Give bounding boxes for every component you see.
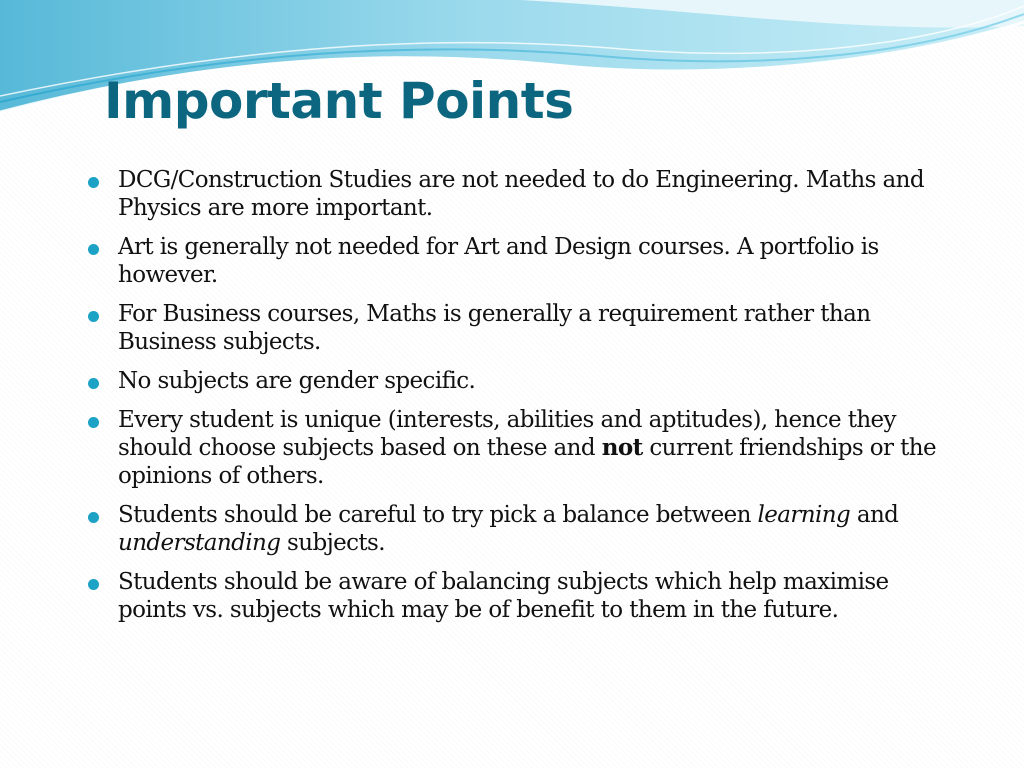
list-item — [86, 166, 946, 222]
bullet-text-part: current friendships or the opinions of others. — [118, 435, 937, 489]
list-item — [86, 300, 946, 356]
bullet-text: Art is generally not needed for Art and Design courses. A portfolio is however. — [118, 234, 879, 288]
bullet-emphasis-bold: not — [601, 434, 643, 461]
bullet-text-part: subjects. — [280, 530, 385, 556]
list-item — [86, 501, 946, 557]
bullet-icon — [88, 378, 99, 389]
list-item — [86, 406, 946, 490]
bullet-emphasis-italic: understanding — [118, 530, 281, 556]
bullet-icon — [88, 417, 99, 428]
bullet-text: For Business courses, Maths is generally a requirement rather than Business subjects. — [118, 301, 871, 355]
bullet-text: No subjects are gender specific. — [118, 368, 476, 394]
list-item — [86, 568, 946, 624]
slide-title: Important Points — [104, 72, 574, 130]
bullet-icon — [88, 579, 99, 590]
bullet-text-part: and — [850, 502, 899, 528]
bullet-icon — [88, 177, 99, 188]
bullet-text: Students should be aware of balancing subjects which help maximise points vs. subjects which may be of benefit to them in the future. — [118, 569, 889, 623]
bullet-icon — [88, 512, 99, 523]
bullet-icon — [88, 244, 99, 255]
list-item — [86, 367, 946, 395]
bullet-emphasis-italic: learning — [757, 502, 851, 528]
bullet-list — [86, 166, 946, 635]
bullet-icon — [88, 311, 99, 322]
bullet-text-part: Students should be careful to try pick a balance between — [118, 502, 758, 528]
bullet-text-part: Every student is unique (interests, abilities and aptitudes), hence they should choose subjects based on these and — [118, 407, 896, 461]
list-item — [86, 233, 946, 289]
bullet-text: DCG/Construction Studies are not needed to do Engineering. Maths and Physics are more important. — [118, 167, 924, 221]
